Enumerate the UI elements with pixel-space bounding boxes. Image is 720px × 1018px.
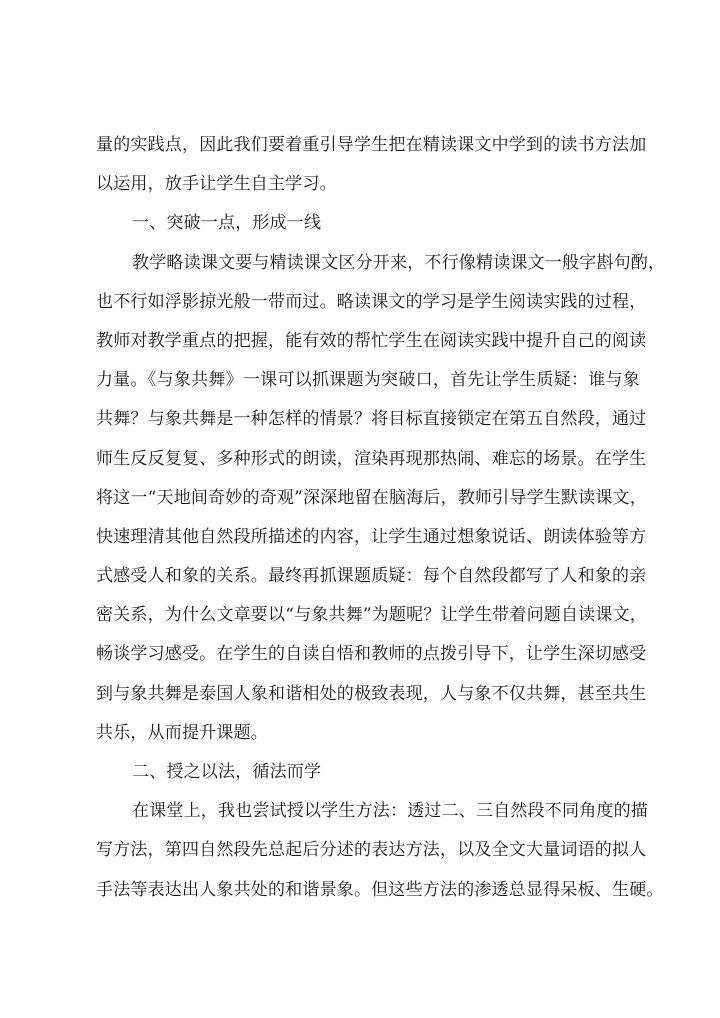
section-heading: 二、授之以法，循法而学 xyxy=(132,762,322,782)
paragraph-line: 将这一“天地间奇妙的奇观”深深地留在脑海后，教师引导学生默读课文， xyxy=(96,487,647,508)
paragraph-line: 畅谈学习感受。在学生的自读自悟和教师的点拨引导下，让学生深切感受 xyxy=(96,644,647,665)
document-body xyxy=(96,126,666,910)
paragraph-line: 在课堂上，我也尝试授以学生方法：透过二、三自然段不同角度的描 xyxy=(132,801,648,822)
paragraph-line: 式感受人和象的关系。最终再抓课题质疑：每个自然段都写了人和象的亲 xyxy=(96,566,647,587)
paragraph-line: 密关系，为什么文章要以“与象共舞”为题呢？让学生带着问题自读课文， xyxy=(96,605,647,626)
paragraph-line: 也不行如浮影掠光般一带而过。略读课文的学习是学生阅读实践的过程， xyxy=(96,291,647,312)
paragraph-line: 以运用，放手让学生自主学习。 xyxy=(96,174,337,195)
paragraph-line: 手法等表达出人象共处的和谐景象。但这些方法的渗透总显得呆板、生硬。 xyxy=(96,879,664,900)
paragraph-line: 量的实践点，因此我们要着重引导学生把在精读课文中学到的读书方法加 xyxy=(96,135,647,155)
paragraph-line: 力量。《与象共舞》一课可以抓课题为突破口，首先让学生质疑：谁与象 xyxy=(96,370,640,391)
paragraph-line: 共舞？与象共舞是一种怎样的情景？将目标直接锁定在第五自然段，通过 xyxy=(96,409,647,430)
paragraph-line: 师生反反复复、多种形式的朗读，渲染再现那热闹、难忘的场景。在学生 xyxy=(96,448,647,469)
paragraph-line: 教师对教学重点的把握，能有效的帮忙学生在阅读实践中提升自己的阅读 xyxy=(96,330,647,351)
paragraph-line: 写方法，第四自然段先总起后分述的表达方法，以及全文大量词语的拟人 xyxy=(96,840,647,861)
paragraph-line: 快速理清其他自然段所描述的内容，让学生通过想象说话、朗读体验等方 xyxy=(96,526,647,547)
section-heading: 一、突破一点，形成一线 xyxy=(132,213,322,234)
paragraph-line: 共乐，从而提升课题。 xyxy=(96,722,268,743)
paragraph-line: 教学略读课文要与精读课文区分开来，不行像精读课文一般字斟句酌， xyxy=(132,252,666,273)
paragraph-line: 到与象共舞是泰国人象和谐相处的极致表现，人与象不仅共舞，甚至共生 xyxy=(96,683,647,704)
